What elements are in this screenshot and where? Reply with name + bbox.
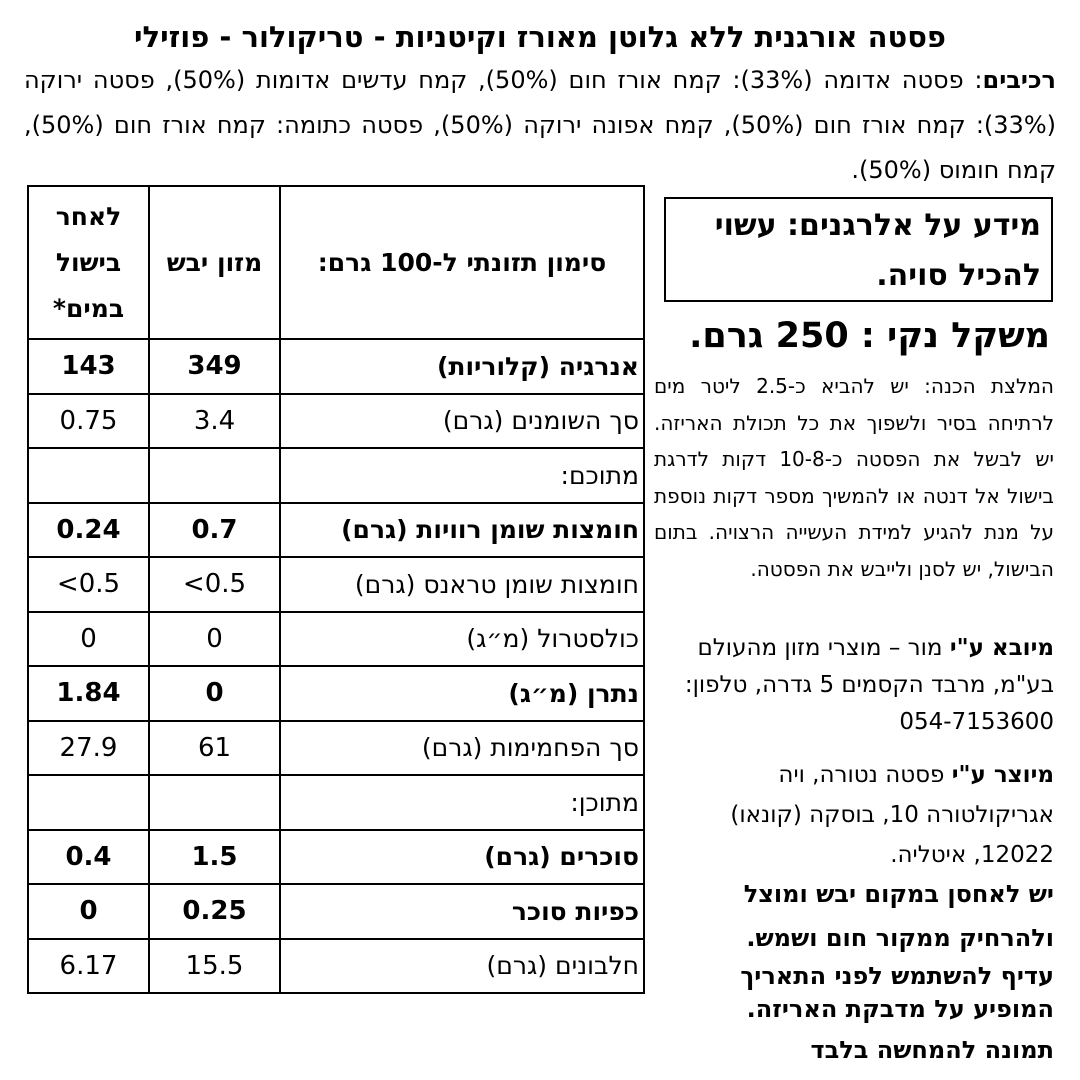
cooked-value: 143 (28, 339, 149, 394)
nutrient-label: סך השומנים (גרם) (280, 394, 644, 449)
nutrient-label: חומצות שומן רוויות (גרם) (280, 503, 644, 558)
cooked-value: 0.24 (28, 503, 149, 558)
table-row (28, 721, 644, 776)
nutrient-label: כולסטרול (מ״ג) (280, 612, 644, 667)
net-weight: משקל נקי : 250 גרם. (689, 316, 1050, 356)
table-row (28, 939, 644, 994)
dry-value: 0.7 (149, 503, 280, 558)
manufacturer-info (659, 755, 1054, 875)
importer-info (659, 630, 1054, 741)
dry-value: 0.25 (149, 884, 280, 939)
table-row (28, 612, 644, 667)
ingredients-label: רכיבים (982, 66, 1057, 94)
dry-value (149, 775, 280, 830)
nutrient-label: אנרגיה (קלוריות) (280, 339, 644, 394)
cooked-value: 27.9 (28, 721, 149, 776)
table-row (28, 448, 644, 503)
table-row (28, 830, 644, 885)
table-row (28, 394, 644, 449)
cooked-value: 0 (28, 884, 149, 939)
table-row (28, 775, 644, 830)
nutrient-label: סך הפחמימות (גרם) (280, 721, 644, 776)
manufacturer-text: פסטה נטורה, ויה אגריקולטורה 10, בוסקה (קונאו) 12022, איטליה. (730, 762, 1054, 868)
cooked-value: 0.75 (28, 394, 149, 449)
dry-value: 15.5 (149, 939, 280, 994)
cooked-value: 0 (28, 612, 149, 667)
ingredients-paragraph (24, 58, 1056, 193)
cooked-value: 6.17 (28, 939, 149, 994)
nutrient-label: נתרן (מ״ג) (280, 666, 644, 721)
dry-value: 0 (149, 666, 280, 721)
cooked-value: 0.4 (28, 830, 149, 885)
image-disclaimer: תמונה להמחשה בלבד (810, 1036, 1054, 1064)
dry-value (149, 448, 280, 503)
dry-value: 0.5> (149, 557, 280, 612)
dry-value: 1.5 (149, 830, 280, 885)
dry-value: 0 (149, 612, 280, 667)
table-row (28, 503, 644, 558)
cooked-value: 0.5> (28, 557, 149, 612)
storage-instructions: יש לאחסן במקום יבש ומוצל ולהרחיק ממקור חום ושמש. (743, 880, 1054, 952)
dry-value: 61 (149, 721, 280, 776)
ingredients-text: : פסטה אדומה (33%): קמח אורז חום (50%), קמח עדשים אדומות (50%), פסטה ירוקה (33%): קמח אורז חום (50%), קמח אפונה ירוקה (50%), פסטה כתומה: קמח אורז חום (50%), קמח חומוס (50%). (24, 66, 1056, 184)
nutrient-label: מתוכן: (280, 775, 644, 830)
nutrient-label: סוכרים (גרם) (280, 830, 644, 885)
table-row (28, 884, 644, 939)
product-title: פסטה אורגנית ללא גלוטן מאורז וקיטניות - טריקולור - פוזילי (134, 20, 946, 54)
importer-text: מור – מוצרי מזון מהעולם בע"מ, מרבד הקסמים 5 גדרה, טלפון: 054-7153600 (684, 635, 1054, 735)
nutrition-table (27, 185, 645, 994)
cooked-value: 1.84 (28, 666, 149, 721)
dry-value: 3.4 (149, 394, 280, 449)
allergen-box: מידע על אלרגנים: עשוי להכיל סויה. (664, 197, 1053, 302)
cooked-value (28, 448, 149, 503)
importer-lead: מיובא ע"י (949, 635, 1054, 661)
nutrition-header-row (28, 186, 644, 339)
nutrition-header-dry: מזון יבש (149, 186, 280, 339)
table-row (28, 339, 644, 394)
dry-value: 349 (149, 339, 280, 394)
nutrition-header-cooked-text: לאחר בישול במים* (52, 201, 125, 323)
table-row (28, 557, 644, 612)
manufacturer-lead: מיוצר ע"י (951, 762, 1054, 788)
nutrient-label: חלבונים (גרם) (280, 939, 644, 994)
nutrient-label: מתוכם: (280, 448, 644, 503)
nutrient-label: חומצות שומן טראנס (גרם) (280, 557, 644, 612)
cooked-value (28, 775, 149, 830)
nutrition-header-label: סימון תזונתי ל-100 גרם: (280, 186, 644, 339)
preparation-instructions: המלצת הכנה: יש להביא כ-2.5 ליטר מים לרתיחה בסיר ולשפוך את כל תכולת האריזה. יש לבשל את הפסטה כ-10-8 דקות לדרגת בישול אל דנטה או להמשיך מספר דקות נוספת על מנת להגיע למידת העשייה הרצויה. בתום הבישול, יש לסנן ולייבש את הפסטה. (654, 374, 1054, 581)
nutrient-label: כפיות סוכר (280, 884, 644, 939)
table-row (28, 666, 644, 721)
nutrition-header-cooked (28, 186, 149, 339)
best-before-note: עדיף להשתמש לפני התאריך המופיע על מדבקת האריזה. (740, 962, 1054, 1023)
